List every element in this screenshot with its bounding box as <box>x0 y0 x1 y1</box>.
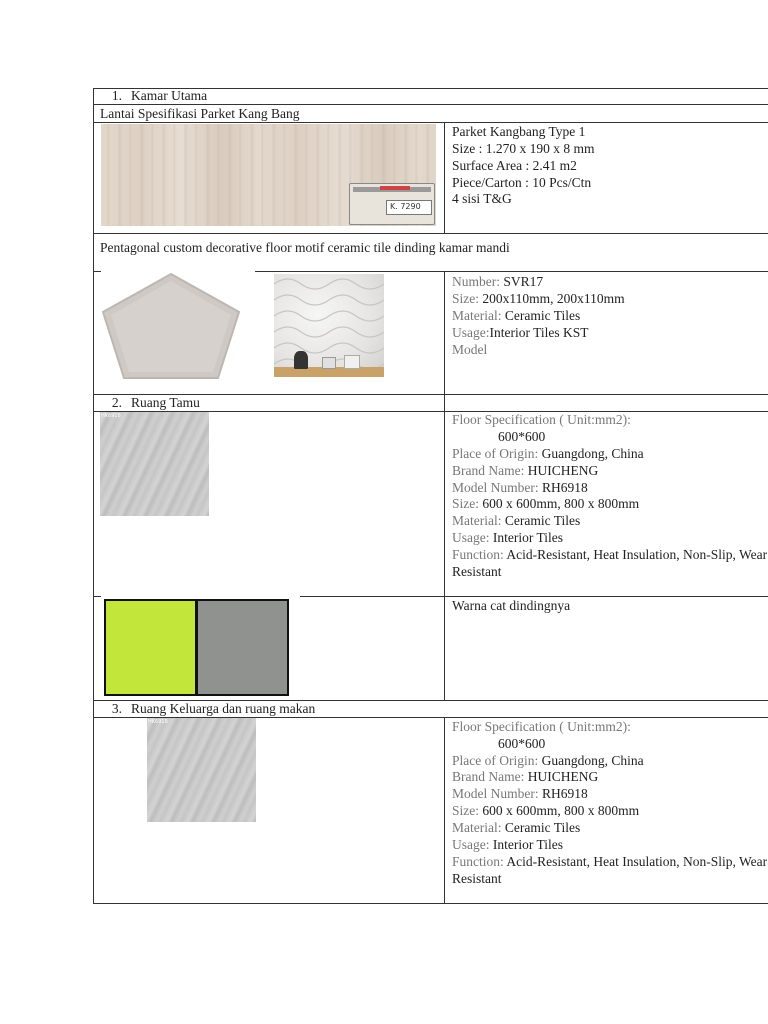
floor-spec-line: Place of Origin: Guangdong, China <box>452 753 644 768</box>
table-border <box>444 394 445 411</box>
marble-tile-image <box>100 412 209 516</box>
section-title: Ruang Tamu <box>131 395 200 410</box>
marble-tile-image <box>147 718 256 822</box>
pentagon-tile-image <box>100 272 242 380</box>
parket-spec-line: Surface Area : 2.41 m2 <box>452 158 577 173</box>
table-border <box>93 903 768 904</box>
floor-spec-line: Model Number: RH6918 <box>452 786 588 801</box>
floor-spec-line: Function: Acid-Resistant, Heat Insulation, Non-Slip, Wear <box>452 854 768 869</box>
table-border <box>300 596 768 597</box>
floor-spec-line: Usage: Interior Tiles <box>452 530 564 545</box>
pentagon-spec-line: Usage:Interior Tiles KST <box>452 325 589 340</box>
section-heading <box>100 88 207 105</box>
wave-wall-tile-image <box>274 274 384 377</box>
parket-spec-line: Parket Kangbang Type 1 <box>452 124 586 139</box>
section-heading <box>100 395 200 412</box>
floor-spec-line: Size: 600 x 600mm, 800 x 800mm <box>452 496 640 511</box>
section-title: Ruang Keluarga dan ruang makan <box>131 701 316 716</box>
paint-swatch-grey <box>196 599 289 696</box>
pentagon-spec-line: Number: SVR17 <box>452 274 544 289</box>
floor-spec-line: Model Number: RH6918 <box>452 480 588 495</box>
table-border <box>444 717 445 903</box>
parket-heading: Lantai Spesifikasi Parket Kang Bang <box>100 106 300 121</box>
floor-spec-wrap: Resistant <box>452 871 502 886</box>
section-title: Kamar Utama <box>131 88 208 103</box>
floor-spec-line: Brand Name: HUICHENG <box>452 769 599 784</box>
table-border <box>444 411 445 700</box>
parket-spec-line: Size : 1.270 x 190 x 8 mm <box>452 141 595 156</box>
paint-swatch-green <box>104 599 197 696</box>
floor-spec-line: Usage: Interior Tiles <box>452 837 564 852</box>
parket-spec-line: Piece/Carton : 10 Pcs/Ctn <box>452 175 592 190</box>
pentagon-spec-line: Size: 200x110mm, 200x110mm <box>452 291 625 306</box>
section-number: 3. <box>111 701 122 716</box>
section-heading <box>100 701 315 718</box>
tile-tag: HK6918 <box>148 719 168 725</box>
floor-spec-line: Function: Acid-Resistant, Heat Insulation, Non-Slip, Wear <box>452 547 768 562</box>
floor-spec-line: Brand Name: HUICHENG <box>452 463 599 478</box>
pentagon-heading: Pentagonal custom decorative floor motif ceramic tile dinding kamar mandi <box>100 240 510 255</box>
floor-spec-wrap: Resistant <box>452 564 502 579</box>
parket-wood-image <box>101 124 436 226</box>
floor-spec-line: Place of Origin: Guangdong, China <box>452 446 644 461</box>
section-number: 1. <box>111 88 122 103</box>
floor-spec-line: Material: Ceramic Tiles <box>452 820 581 835</box>
product-label <box>349 183 435 225</box>
table-border <box>444 122 445 233</box>
table-border <box>255 271 768 272</box>
pentagon-spec-line: Material: Ceramic Tiles <box>452 308 581 323</box>
table-border <box>93 596 101 597</box>
floor-spec-title: Floor Specification ( Unit:mm2): <box>452 719 631 734</box>
table-border <box>93 88 94 904</box>
parket-spec-line: 4 sisi T&G <box>452 191 512 206</box>
label-code: K. 7290 <box>390 202 421 211</box>
paint-text: Warna cat dindingnya <box>452 598 571 613</box>
tile-tag: HK6918 <box>101 413 121 419</box>
floor-spec-title: Floor Specification ( Unit:mm2): <box>452 412 631 427</box>
table-border <box>444 271 445 394</box>
floor-spec-dimension: 600*600 <box>498 429 546 444</box>
section-number: 2. <box>111 395 122 410</box>
floor-spec-line: Size: 600 x 600mm, 800 x 800mm <box>452 803 640 818</box>
pentagon-spec-line: Model <box>452 342 488 357</box>
floor-spec-line: Material: Ceramic Tiles <box>452 513 581 528</box>
table-border <box>93 233 768 234</box>
floor-spec-dimension: 600*600 <box>498 736 546 751</box>
